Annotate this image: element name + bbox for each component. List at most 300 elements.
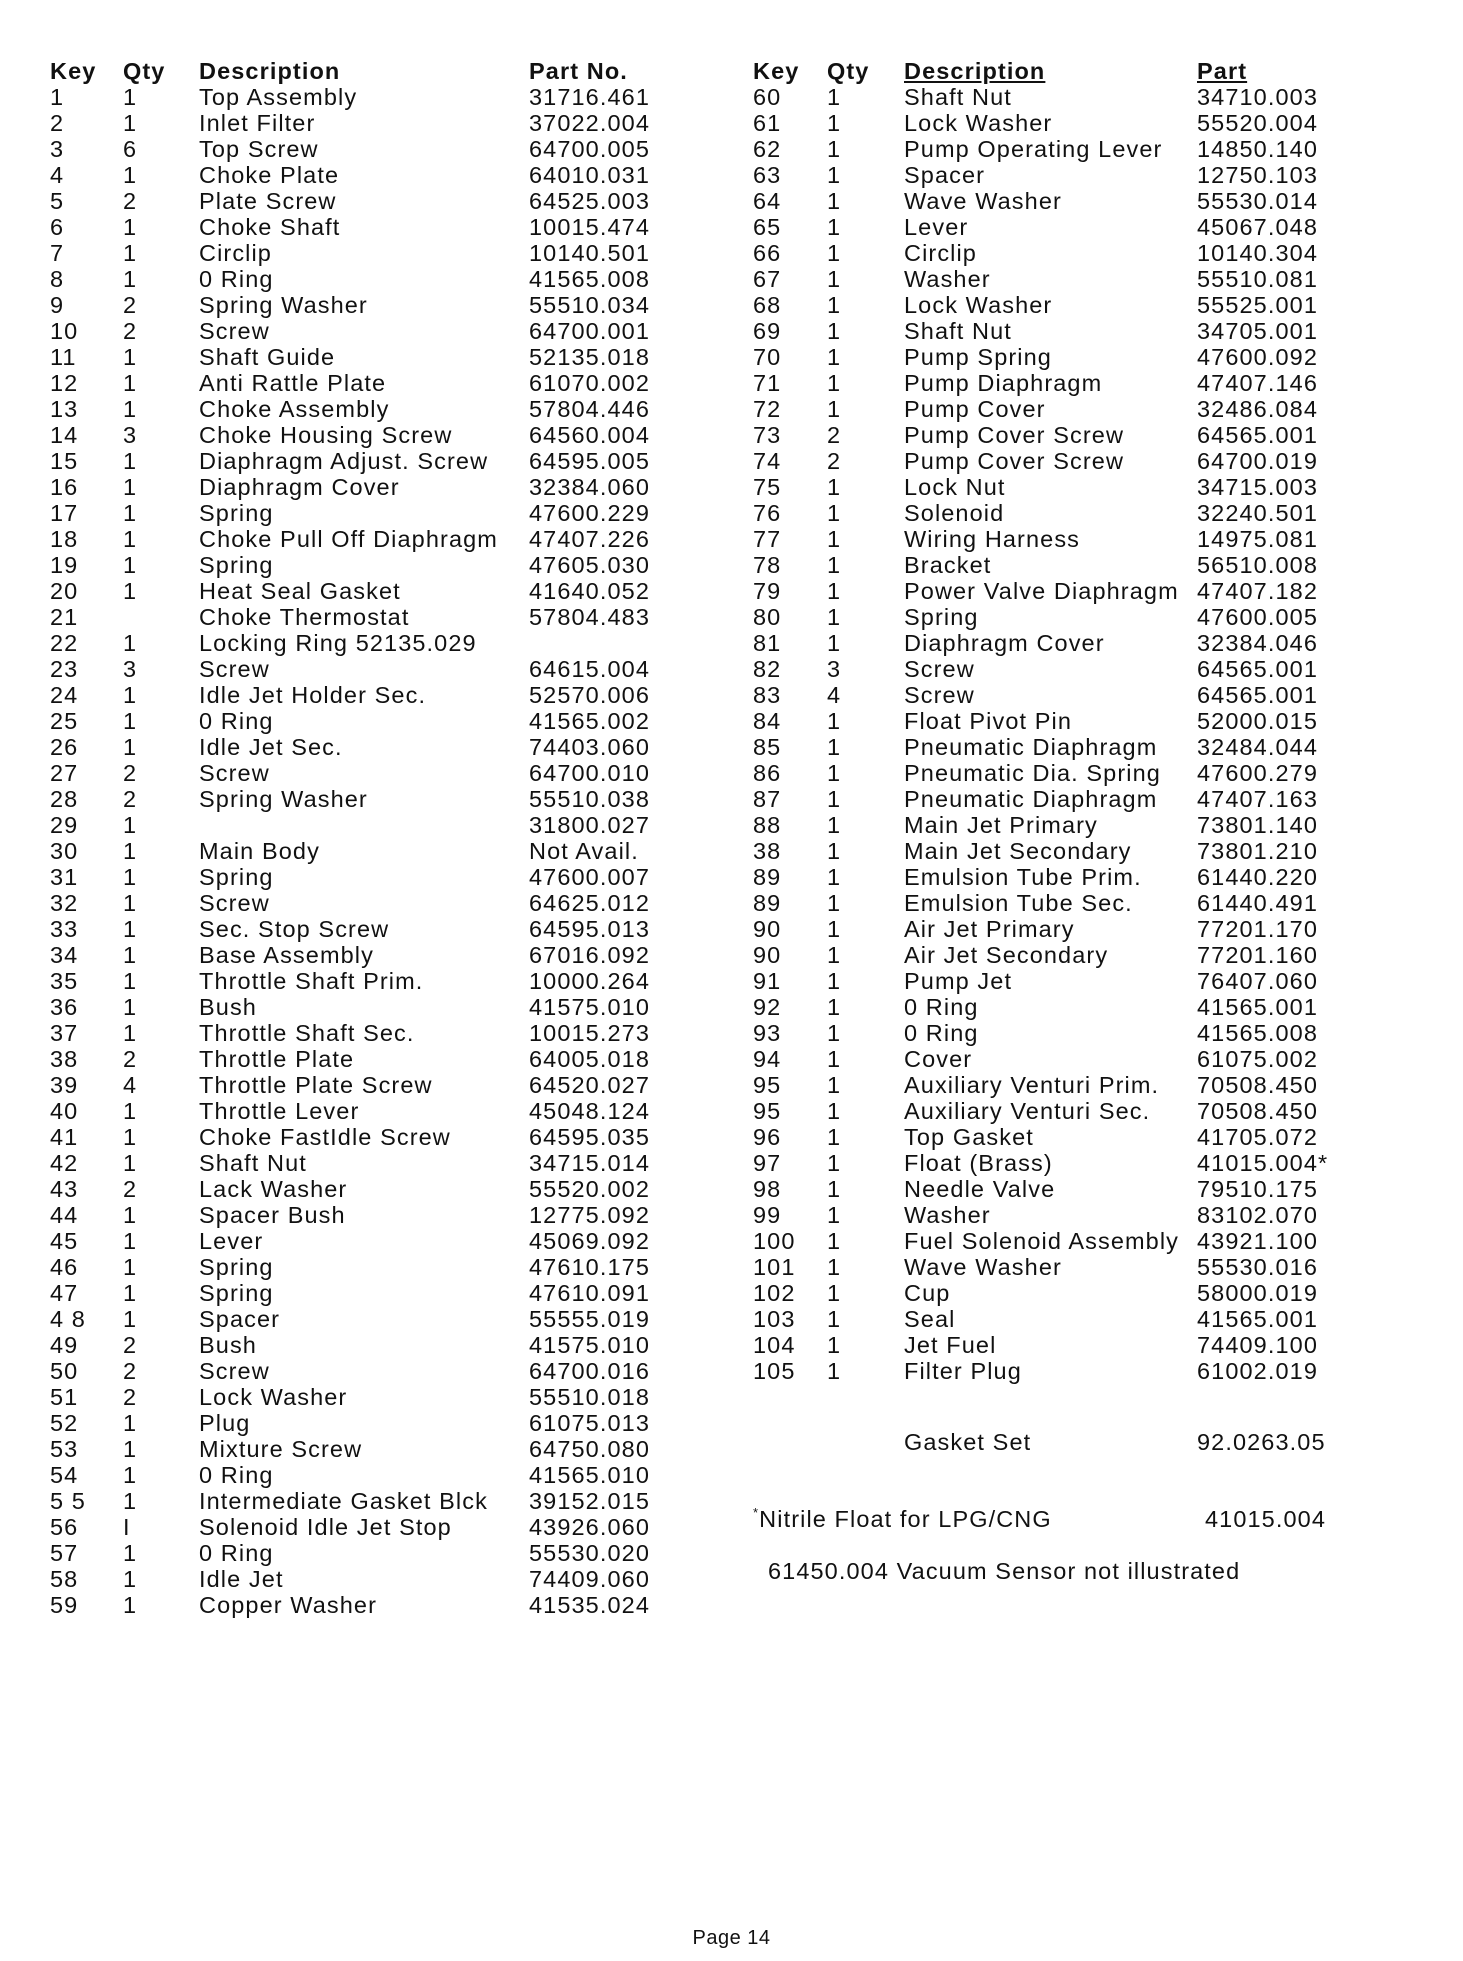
row-qty: 1 — [123, 474, 138, 500]
row-description: Mixture Screw — [199, 1436, 363, 1462]
table-row — [50, 136, 650, 162]
row-key: 31 — [50, 864, 79, 890]
table-row — [753, 110, 1328, 136]
table-row — [50, 552, 650, 578]
row-qty: 1 — [827, 240, 842, 266]
row-qty: 1 — [827, 916, 842, 942]
row-qty: 2 — [123, 760, 138, 786]
table-row — [50, 1202, 650, 1228]
row-description: Choke FastIdle Screw — [199, 1124, 451, 1150]
row-qty: 1 — [123, 500, 138, 526]
row-description: 0 Ring — [199, 708, 274, 734]
row-key: 91 — [753, 968, 782, 994]
row-qty: 1 — [123, 266, 138, 292]
row-key: 75 — [753, 474, 782, 500]
row-qty: 1 — [123, 708, 138, 734]
row-description: Screw — [904, 656, 975, 682]
table-row — [753, 864, 1328, 890]
parts-table-left — [50, 58, 650, 1618]
row-key: 36 — [50, 994, 79, 1020]
row-part: 55510.018 — [529, 1384, 650, 1410]
row-part: 61075.002 — [1197, 1046, 1318, 1072]
row-description: Lack Washer — [199, 1176, 348, 1202]
table-row — [50, 1306, 650, 1332]
table-row — [50, 994, 650, 1020]
row-part: 64565.001 — [1197, 682, 1318, 708]
row-key: 82 — [753, 656, 782, 682]
row-qty: 1 — [123, 370, 138, 396]
table-row — [753, 1332, 1328, 1358]
row-part: 64615.004 — [529, 656, 650, 682]
row-part: 10140.501 — [529, 240, 650, 266]
row-description: Screw — [199, 318, 270, 344]
row-part: 41565.010 — [529, 1462, 650, 1488]
row-qty: 1 — [123, 84, 138, 110]
table-row — [753, 682, 1328, 708]
row-key: 32 — [50, 890, 79, 916]
row-key: 81 — [753, 630, 782, 656]
row-qty: 2 — [123, 318, 138, 344]
row-qty: 1 — [123, 1124, 138, 1150]
table-row — [50, 1332, 650, 1358]
header-qty: Qty — [827, 58, 870, 84]
table-row — [50, 1072, 650, 1098]
row-description: 0 Ring — [904, 1020, 979, 1046]
row-key: 84 — [753, 708, 782, 734]
row-key: 56 — [50, 1514, 79, 1540]
table-row — [753, 344, 1328, 370]
row-qty: 1 — [827, 292, 842, 318]
row-key: 65 — [753, 214, 782, 240]
row-key: 38 — [50, 1046, 79, 1072]
table-row — [50, 448, 650, 474]
row-qty: 1 — [827, 526, 842, 552]
row-description: Locking Ring 52135.029 — [199, 630, 477, 656]
row-description: Spring — [199, 552, 274, 578]
table-row — [50, 1592, 650, 1618]
row-key: 11 — [50, 344, 77, 370]
row-key: 33 — [50, 916, 79, 942]
table-row — [753, 552, 1328, 578]
row-description: Throttle Shaft Prim. — [199, 968, 424, 994]
header-description: Description — [199, 58, 341, 84]
table-row — [50, 1176, 650, 1202]
row-description: Cup — [904, 1280, 951, 1306]
row-key: 102 — [753, 1280, 796, 1306]
row-description: Throttle Plate — [199, 1046, 355, 1072]
row-part: 52000.015 — [1197, 708, 1318, 734]
row-key: 96 — [753, 1124, 782, 1150]
row-qty: 1 — [827, 162, 842, 188]
row-key: 69 — [753, 318, 782, 344]
row-qty: 1 — [827, 474, 842, 500]
row-key: 100 — [753, 1228, 796, 1254]
row-part: 10000.264 — [529, 968, 650, 994]
row-qty: 3 — [123, 656, 138, 682]
row-qty: 1 — [123, 1202, 138, 1228]
row-description: Pump Jet — [904, 968, 1013, 994]
row-part: 47600.229 — [529, 500, 650, 526]
row-qty: 1 — [827, 1332, 842, 1358]
header-qty: Qty — [123, 58, 166, 84]
row-description: Spring — [199, 1280, 274, 1306]
table-row — [753, 604, 1328, 630]
row-part: 83102.070 — [1197, 1202, 1318, 1228]
row-key: 5 — [50, 188, 65, 214]
row-qty: 1 — [123, 1540, 138, 1566]
row-qty: 1 — [827, 370, 842, 396]
row-key: 5 5 — [50, 1488, 86, 1514]
row-part: Not Avail. — [529, 838, 639, 864]
row-description: Lever — [904, 214, 969, 240]
row-description: Spring Washer — [199, 786, 368, 812]
row-key: 63 — [753, 162, 782, 188]
row-description: Choke Shaft — [199, 214, 341, 240]
row-key: 66 — [753, 240, 782, 266]
row-description: Pump Operating Lever — [904, 136, 1163, 162]
row-description: Air Jet Primary — [904, 916, 1075, 942]
row-qty: 2 — [123, 1358, 138, 1384]
row-qty: 1 — [827, 1020, 842, 1046]
row-qty: 1 — [123, 1254, 138, 1280]
table-row — [753, 396, 1328, 422]
table-row — [753, 266, 1328, 292]
row-description: Diaphragm Cover — [199, 474, 400, 500]
row-part: 12750.103 — [1197, 162, 1318, 188]
table-row — [753, 1358, 1328, 1384]
row-description: Choke Thermostat — [199, 604, 410, 630]
table-row — [753, 136, 1328, 162]
row-qty: 1 — [827, 1228, 842, 1254]
row-part: 37022.004 — [529, 110, 650, 136]
row-description: Filter Plug — [904, 1358, 1022, 1384]
table-row — [753, 500, 1328, 526]
row-key: 35 — [50, 968, 79, 994]
row-description: Idle Jet Sec. — [199, 734, 343, 760]
table-header — [753, 58, 1328, 84]
row-description: Washer — [904, 1202, 991, 1228]
row-part: 64520.027 — [529, 1072, 650, 1098]
nitrile-float-note — [753, 1506, 1326, 1533]
row-description: Bush — [199, 1332, 257, 1358]
table-row — [50, 1020, 650, 1046]
row-part: 32384.046 — [1197, 630, 1318, 656]
row-key: 13 — [50, 396, 79, 422]
row-qty: 1 — [123, 1410, 138, 1436]
row-description: Fuel Solenoid Assembly — [904, 1228, 1180, 1254]
row-key: 29 — [50, 812, 79, 838]
row-qty: 1 — [123, 864, 138, 890]
row-part: 57804.446 — [529, 396, 650, 422]
row-description: Sec. Stop Screw — [199, 916, 390, 942]
row-description: Throttle Lever — [199, 1098, 360, 1124]
row-key: 60 — [753, 84, 782, 110]
row-qty: 2 — [123, 188, 138, 214]
table-row — [753, 1046, 1328, 1072]
row-key: 97 — [753, 1150, 782, 1176]
row-description: Main Jet Secondary — [904, 838, 1132, 864]
row-key: 88 — [753, 812, 782, 838]
row-part: 32384.060 — [529, 474, 650, 500]
page-number: Page 14 — [692, 1927, 771, 1949]
table-row — [753, 994, 1328, 1020]
table-row — [50, 1436, 650, 1462]
row-key: 74 — [753, 448, 782, 474]
row-description: 0 Ring — [904, 994, 979, 1020]
table-row — [50, 682, 650, 708]
row-qty: 1 — [827, 552, 842, 578]
row-key: 83 — [753, 682, 782, 708]
parts-table-right — [753, 58, 1328, 1384]
row-qty: 1 — [123, 630, 138, 656]
header-description: Description — [904, 58, 1046, 84]
row-key: 54 — [50, 1462, 79, 1488]
row-part: 41535.024 — [529, 1592, 650, 1618]
row-qty: 1 — [827, 578, 842, 604]
row-qty: 1 — [123, 240, 138, 266]
table-row — [50, 500, 650, 526]
row-description: Spring — [904, 604, 979, 630]
table-row — [50, 786, 650, 812]
row-part: 64700.019 — [1197, 448, 1318, 474]
row-part: 47600.092 — [1197, 344, 1318, 370]
row-qty: 1 — [123, 1592, 138, 1618]
table-row — [753, 162, 1328, 188]
row-part: 79510.175 — [1197, 1176, 1318, 1202]
row-key: 38 — [753, 838, 782, 864]
row-description: Inlet Filter — [199, 110, 316, 136]
row-qty: 2 — [123, 292, 138, 318]
row-description: Screw — [199, 890, 270, 916]
row-part: 31800.027 — [529, 812, 650, 838]
row-qty: 2 — [827, 422, 842, 448]
table-row — [753, 84, 1328, 110]
table-row — [50, 84, 650, 110]
row-part: 61002.019 — [1197, 1358, 1318, 1384]
row-description: Idle Jet Holder Sec. — [199, 682, 427, 708]
row-part: 47407.182 — [1197, 578, 1318, 604]
row-description: Main Body — [199, 838, 320, 864]
row-key: 61 — [753, 110, 782, 136]
row-part: 57804.483 — [529, 604, 650, 630]
row-qty — [123, 604, 199, 630]
row-qty: 1 — [123, 396, 138, 422]
row-qty: 1 — [123, 1150, 138, 1176]
row-description: Bush — [199, 994, 257, 1020]
table-row — [753, 1020, 1328, 1046]
row-key: 21 — [50, 604, 79, 630]
table-row — [50, 240, 650, 266]
row-qty: 1 — [827, 1306, 842, 1332]
row-part: 64595.035 — [529, 1124, 650, 1150]
row-description: Screw — [199, 760, 270, 786]
row-qty: 1 — [123, 214, 138, 240]
table-row — [753, 1306, 1328, 1332]
row-key: 26 — [50, 734, 79, 760]
row-part: 64700.016 — [529, 1358, 650, 1384]
row-description: Spring — [199, 500, 274, 526]
row-description: Diaphragm Adjust. Screw — [199, 448, 489, 474]
row-qty: 1 — [123, 344, 138, 370]
table-row — [753, 1072, 1328, 1098]
row-part: 43921.100 — [1197, 1228, 1318, 1254]
table-row — [50, 1150, 650, 1176]
row-part: 64595.005 — [529, 448, 650, 474]
row-part: 47407.163 — [1197, 786, 1318, 812]
table-row — [753, 1124, 1328, 1150]
row-qty: 1 — [827, 1072, 842, 1098]
row-key: 2 — [50, 110, 65, 136]
row-description: Heat Seal Gasket — [199, 578, 401, 604]
table-row — [50, 916, 650, 942]
table-row — [753, 188, 1328, 214]
table-row — [753, 1228, 1328, 1254]
row-part: 10015.273 — [529, 1020, 650, 1046]
row-description: Circlip — [199, 240, 272, 266]
row-part: 47610.091 — [529, 1280, 650, 1306]
row-key: 6 — [50, 214, 65, 240]
table-row — [753, 370, 1328, 396]
row-key: 80 — [753, 604, 782, 630]
row-description: Lock Washer — [904, 110, 1053, 136]
table-row — [50, 760, 650, 786]
row-part: 14850.140 — [1197, 136, 1318, 162]
row-key: 52 — [50, 1410, 79, 1436]
row-qty: 2 — [123, 1046, 138, 1072]
table-row — [50, 968, 650, 994]
row-key: 104 — [753, 1332, 796, 1358]
row-part: 55555.019 — [529, 1306, 650, 1332]
row-key: 37 — [50, 1020, 79, 1046]
row-part: 70508.450 — [1197, 1072, 1318, 1098]
row-qty: 1 — [123, 526, 138, 552]
row-qty: 1 — [123, 838, 138, 864]
asterisk-mark: * — [753, 1505, 760, 1520]
row-qty: 1 — [827, 1046, 842, 1072]
row-qty: 1 — [827, 786, 842, 812]
table-row — [50, 578, 650, 604]
row-key: 41 — [50, 1124, 79, 1150]
row-qty: 1 — [123, 994, 138, 1020]
row-description: Plug — [199, 1410, 251, 1436]
gasket-set-label: Gasket Set — [904, 1429, 1032, 1455]
row-key: 18 — [50, 526, 79, 552]
row-description: Auxiliary Venturi Prim. — [904, 1072, 1160, 1098]
table-row — [50, 318, 650, 344]
row-key: 10 — [50, 318, 79, 344]
row-qty: 1 — [123, 162, 138, 188]
row-part: 32240.501 — [1197, 500, 1318, 526]
table-row — [50, 396, 650, 422]
gasket-set-row — [904, 1429, 1326, 1456]
table-row — [50, 1124, 650, 1150]
table-row — [50, 474, 650, 500]
row-key: 73 — [753, 422, 782, 448]
table-row — [50, 812, 650, 838]
row-description: Throttle Shaft Sec. — [199, 1020, 415, 1046]
row-part: 41705.072 — [1197, 1124, 1318, 1150]
row-qty: 1 — [123, 734, 138, 760]
row-key: 58 — [50, 1566, 79, 1592]
row-qty: 2 — [123, 1384, 138, 1410]
row-part: 55530.016 — [1197, 1254, 1318, 1280]
table-row — [50, 1410, 650, 1436]
row-description: Auxiliary Venturi Sec. — [904, 1098, 1151, 1124]
row-description: Bracket — [904, 552, 992, 578]
row-part: 58000.019 — [1197, 1280, 1318, 1306]
row-qty: 1 — [827, 84, 842, 110]
table-row — [50, 1358, 650, 1384]
row-description: Choke Housing Screw — [199, 422, 453, 448]
row-key: 17 — [50, 500, 79, 526]
row-qty: 1 — [827, 188, 842, 214]
row-part: 47407.226 — [529, 526, 650, 552]
row-description: Lock Washer — [199, 1384, 348, 1410]
row-description: Diaphragm Cover — [904, 630, 1105, 656]
row-part: 64700.010 — [529, 760, 650, 786]
row-key: 72 — [753, 396, 782, 422]
row-description: Choke Plate — [199, 162, 340, 188]
table-row — [753, 838, 1328, 864]
table-row — [50, 1540, 650, 1566]
row-part: 64560.004 — [529, 422, 650, 448]
row-key: 43 — [50, 1176, 79, 1202]
row-part: 55510.038 — [529, 786, 650, 812]
row-key: 95 — [753, 1098, 782, 1124]
row-description: Float (Brass) — [904, 1150, 1053, 1176]
row-qty: I — [123, 1514, 131, 1540]
row-description: Top Screw — [199, 136, 319, 162]
row-part: 41640.052 — [529, 578, 650, 604]
row-key: 22 — [50, 630, 79, 656]
row-qty: 2 — [123, 1176, 138, 1202]
row-key: 27 — [50, 760, 79, 786]
row-part: 64565.001 — [1197, 422, 1318, 448]
row-description: Pump Cover Screw — [904, 422, 1125, 448]
row-part: 43926.060 — [529, 1514, 650, 1540]
row-qty: 1 — [827, 994, 842, 1020]
row-description: 0 Ring — [199, 1540, 274, 1566]
table-row — [753, 526, 1328, 552]
row-qty: 1 — [123, 942, 138, 968]
row-part: 41575.010 — [529, 1332, 650, 1358]
row-key: 34 — [50, 942, 79, 968]
row-description: Choke Assembly — [199, 396, 390, 422]
table-row — [50, 162, 650, 188]
row-part: 47407.146 — [1197, 370, 1318, 396]
row-part: 61440.220 — [1197, 864, 1318, 890]
row-description: Pneumatic Diaphragm — [904, 786, 1158, 812]
row-key: 77 — [753, 526, 782, 552]
row-description: Lock Nut — [904, 474, 1006, 500]
row-qty: 1 — [827, 1176, 842, 1202]
table-row — [50, 422, 650, 448]
row-description: Pneumatic Diaphragm — [904, 734, 1158, 760]
row-description: Lever — [199, 1228, 264, 1254]
row-qty: 1 — [827, 1150, 842, 1176]
row-part: 41575.010 — [529, 994, 650, 1020]
table-row — [50, 630, 650, 656]
row-description: Plate Screw — [199, 188, 337, 214]
row-description: Spring Washer — [199, 292, 368, 318]
row-qty: 1 — [827, 396, 842, 422]
table-row — [50, 344, 650, 370]
row-description: Screw — [199, 1358, 270, 1384]
row-key: 57 — [50, 1540, 79, 1566]
row-key: 20 — [50, 578, 79, 604]
row-qty: 1 — [827, 1124, 842, 1150]
row-key: 99 — [753, 1202, 782, 1228]
